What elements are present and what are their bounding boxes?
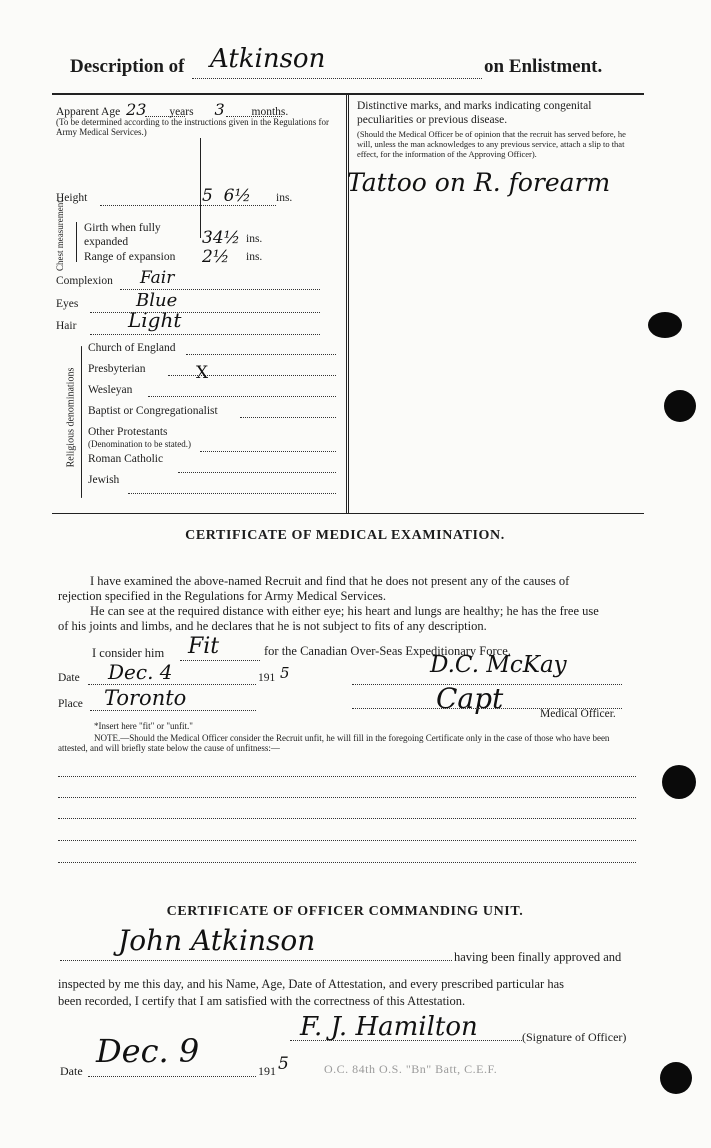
certify-text: been recorded, I certify that I am satisfied with the correctness of this Attestation. [58,994,466,1008]
medical-paragraph-1: I have examined the above-named Recruit and find that he does not present any of the causes of rejection specified in the Regulations for Army Medical Services. [58,574,570,603]
medical-date-label: Date [58,672,80,684]
girth-ins-label: ins. [246,233,263,245]
religion-other-note: (Denomination to be stated.) [88,439,191,449]
place-value: Toronto [104,686,187,710]
religion-item: Presbyterian X [88,363,209,383]
approved-text: having been finally approved and [454,950,622,964]
recruit-name-value: John Atkinson [118,924,316,957]
medical-paragraph-2: He can see at the required distance with either eye; his heart and lungs are healthy; he has the free use of his joints and limbs, and he declares that he is not subject to fits of any description. [58,604,599,633]
medical-officer-rank: Capt [436,682,504,715]
religion-item: Jewish [88,474,120,486]
ink-blot [648,312,682,338]
range-value: 2½ [202,247,230,267]
signature-of-officer-label: (Signature of Officer) [522,1030,627,1044]
religious-denominations-label: Religious denominations [65,367,77,468]
eyes-label: Eyes [56,298,79,310]
commanding-year-prefix: 191 [258,1064,276,1078]
months-label: months. [251,106,289,118]
hair-value: Light [128,308,182,332]
age-note: (To be determined according to the instructions given in the Regulations for Army Medical Services.) [56,117,330,137]
marks-heading: Distinctive marks, and marks indicating congenital peculiarities or previous disease. [357,100,592,126]
religion-item: Church of England [88,342,176,354]
consider-label: I consider him [92,646,165,660]
marks-value: Tattoo on R. forearm [347,168,611,197]
hair-label: Hair [56,320,77,332]
ink-blot [660,1062,692,1094]
complexion-value: Fair [140,268,175,288]
height-label: Height [56,192,88,204]
range-ins-label: ins. [246,251,263,263]
commanding-date-label: Date [60,1064,83,1078]
commanding-date-value: Dec. 9 [96,1032,200,1070]
range-label: Range of expansion [84,251,176,263]
medical-officer-signature: D.C. McKay [430,652,567,678]
ink-blot [662,765,696,799]
consider-value: Fit [188,634,220,659]
unit-stamp: O.C. 84th O.S. "Bn" Batt, C.E.F. [324,1062,498,1076]
age-years-value: 23 [126,100,147,119]
girth-value: 34½ [202,228,241,248]
height-ins-label: ins. [276,192,293,204]
expeditionary-force-label: for the Canadian Over-Seas Expeditionary Force. [264,644,511,658]
years-label: years [169,106,194,118]
age-label: Apparent Age [56,106,121,118]
medical-year-digit: 5 [280,664,290,682]
ink-blot [664,390,696,422]
age-months-value: 3 [214,100,225,119]
medical-date-value: Dec. 4 [108,660,173,684]
medical-officer-label: Medical Officer. [540,708,616,720]
section-bottom-border [52,513,644,514]
girth-label: Girth when fully expanded [84,222,161,248]
religion-item: Wesleyan [88,384,133,396]
eyes-value: Blue [136,290,178,311]
commanding-certificate-title: CERTIFICATE OF OFFICER COMMANDING UNIT. [166,904,524,919]
header-title-suffix: on Enlistment. [484,56,603,77]
header-title-prefix: Description of [70,56,185,77]
chest-measurement-label: Chest measurement [55,200,65,271]
place-label: Place [58,698,83,710]
medical-year-prefix: 191 [258,672,276,684]
marks-note: (Should the Medical Officer be of opinion that the recruit has served before, he will, unless the man acknowledges to any previous service, attach a slip to that effect, for the information of the Approving Officer). [357,129,626,159]
religion-item: Baptist or Congregationalist [88,405,218,417]
document-header [0,40,711,85]
religion-item: Roman Catholic [88,453,164,465]
religion-mark: X [196,363,209,383]
insert-note: *Insert here "fit" or "unfit." [94,721,193,731]
medical-note: NOTE.—Should the Medical Officer consider the Recruit unfit, he will fill in the foregoing Certificate only in the case of those who have been attested, and will briefly state below the cause of unfitness:— [58,733,610,753]
middle-divider [346,95,347,513]
inspected-text: inspected by me this day, and his Name, Age, Date of Attestation, and every prescribed particular has [58,977,564,991]
commanding-officer-signature: F. J. Hamilton [300,1012,478,1042]
religion-item: Other Protestants [88,426,168,438]
commanding-year-digit: 5 [278,1054,289,1074]
medical-certificate-title: CERTIFICATE OF MEDICAL EXAMINATION. [185,528,505,543]
height-value: 5 6½ [202,186,251,206]
header-name-handwritten: Atkinson [210,44,326,74]
complexion-label: Complexion [56,275,113,287]
